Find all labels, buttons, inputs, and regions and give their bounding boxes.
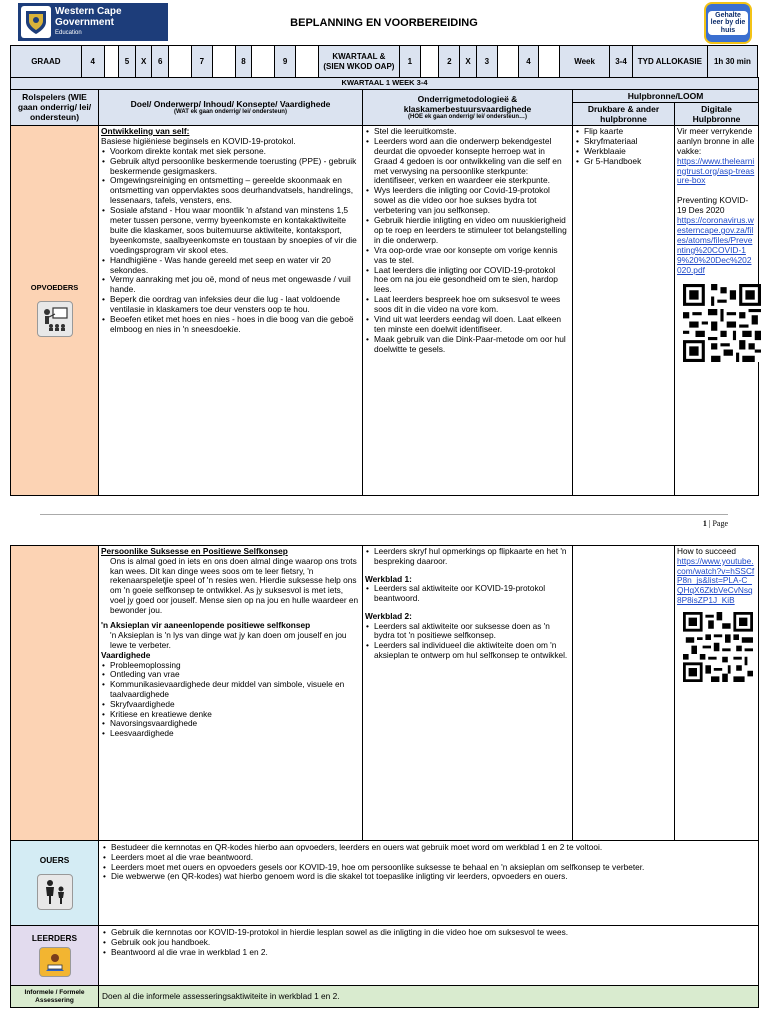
digi-intro: Vir meer verrykende aanlyn bronne in alle vakke:: [677, 125, 755, 156]
list-item: • Gebruik ook jou handboek.: [102, 938, 755, 948]
col-metodes: [363, 89, 573, 125]
role-opvoeders-continued: [11, 546, 99, 841]
list-item: • Werkblaaie: [575, 147, 672, 157]
druk-list: [575, 127, 672, 167]
p2-doel-para-1: Ons is almal goed in iets en ons doen almal dinge waarop ons trots kan wees. Dit kan dinge wees soos om te leer fietsry, 'n rekenaarspeletjie speel of 'n resies wen. Hierdie suksesse help ons om 'n goeie selfkonsep te ontwikkel. As jy suksesvol is met iets, voel jy goed oor jouself. Mense sien op na jou en hulle waardeer en bewonder jou.: [110, 555, 359, 615]
teacher-icon: [37, 301, 73, 337]
grade-7: 7: [191, 46, 212, 78]
opvoeders-druk-cell: [573, 125, 675, 495]
p2-digi-cell: [675, 546, 759, 841]
grade-5-mark: X: [135, 46, 152, 78]
list-item: • Leerders sal aktiwiteite oor suksesse doen as 'n bydra tot 'n positiewe selfkonsep.: [365, 622, 570, 642]
col-digitale: Digitale Hulpbronne: [675, 102, 759, 125]
term-2: 2: [439, 46, 460, 78]
list-item: • Kommunikasievaardighede deur middel van simbole, visuele en taalvaardighede: [101, 680, 360, 700]
assessering-cell: Doen al die informele assesseringsaktiwiteite in werkblad 1 en 2.: [99, 986, 759, 1008]
list-item: • Handhigiëne - Was hande gereeld met seep en water vir 20 sekondes.: [101, 256, 360, 276]
list-item: • Gebruik altyd persoonlike beskermende toerusting (PPE) - gebruik beskermende gesigmaskers.: [101, 157, 360, 177]
role-leerders: [11, 926, 99, 986]
p2-doel-title-2: 'n Aksieplan vir aaneenlopende positiewe selfkonsep: [101, 620, 311, 631]
learner-icon: [39, 947, 71, 977]
leerders-cell: [99, 926, 759, 986]
role-ouers: [11, 841, 99, 926]
p2-metode-cell: [363, 546, 573, 841]
grade-5: 5: [119, 46, 136, 78]
learning-trust-link[interactable]: https://www.thelearningtrust.org/asp-treasure-box: [677, 155, 755, 186]
page-number-value: 1: [702, 519, 707, 528]
grade-4: 4: [81, 46, 104, 78]
list-item: • Vra oop-orde vrae oor konsepte om vorige kennis vas te stel.: [365, 246, 570, 266]
org-line-2: Government: [55, 16, 114, 28]
metode-list: [365, 127, 570, 355]
list-item: • Wys leerders die inligting oor Covid-19-protokol sowel as die video oor hoe sukses bydra tot verbetering van jou selfkonsep.: [365, 186, 570, 216]
list-item: • Leerders moet al die vrae beantwoord.: [102, 853, 755, 863]
list-item: • Die webwerwe (en QR-kodes) wat hierbo genoem word is die skakel tot toepaslike inligting vir leerders, opvoeders en ouers.: [102, 872, 755, 882]
role-leerders-label: LEERDERS: [31, 933, 78, 944]
home-learning-badge-text: Gehalte leer by die huis: [708, 11, 748, 35]
grade-table: [10, 45, 758, 78]
page-1: [10, 0, 758, 528]
term-2-mark: X: [460, 46, 477, 78]
covid-pdf-link[interactable]: https://coronavirus.westerncape.gov.za/files/atoms/files/Preventing%20COVID-19%20%20Dec%202020.pdf: [677, 215, 754, 275]
list-item: • Sosiale afstand - Hou waar moontlik 'n afstand van minstens 1,5 meter tussen persone, vermy byeenkomste en kontakaktiwiteite buite die klaskamer, soos buitemuurse aktiwiteite, kontaksport, byeenkomste, saalbyeenkomste en toustaan by snoepies of vir die voedingsprogram vir skool etes.: [101, 206, 360, 256]
list-item: • Leerders moet met ouers en opvoeders gesels oor KOVID-19, hoe om persoonlike suksesse te behaal en 'n aksieplan om selfkonsep te verbeter.: [102, 863, 755, 873]
werkblad-1-title: Werkblad 1:: [365, 573, 412, 584]
list-item: • Leerders sal aktiwiteite oor KOVID-19-protokol beantwoord.: [365, 584, 570, 604]
werkblad-1-list: [365, 584, 570, 604]
col-hulp: Hulpbronne/LOOM: [573, 89, 759, 102]
werkblad-2-list: [365, 622, 570, 661]
term-bar: KWARTAAL 1 WEEK 3-4: [11, 78, 759, 90]
list-item: • Leerders skryf hul opmerkings op flipkaarte en het 'n bespreking daaroor.: [365, 547, 570, 567]
kwartaal-label: KWARTAAL & (SIEN WKOD OAP): [318, 46, 399, 78]
role-opvoeders-label: OPVOEDERS: [30, 282, 79, 292]
list-item: • Laat leerders bespreek hoe om suksesvol te wees soos dit in die video na vore kom.: [365, 295, 570, 315]
list-item: • Probleemoplossing: [101, 661, 360, 671]
list-item: • Maak gebruik van die Dink-Paar-metode om oor hul doelwitte te gesels.: [365, 335, 570, 355]
list-item: • Skryfvaardighede: [101, 700, 360, 710]
list-item: • Leerders sal individueel die aktiwiteite doen om 'n aksieplan te ontwerp om hul selfkonsep te ontwikkel.: [365, 641, 570, 661]
list-item: • Beperk die oordrag van infeksies deur die lug - laat voldoende ventilasie in klaskamers toe deur vensters oop te hou.: [101, 295, 360, 315]
page-number-label: Page: [712, 519, 728, 528]
parents-icon: [37, 874, 73, 910]
list-item: • Omgewingsreiniging en ontsmetting – gereelde skoonmaak en ontsmetting van oppervlaktes soos deurhandvatsels, handrelings, lessenaars, tafels, vensters, ens.: [101, 176, 360, 206]
list-item: • Beantwoord al die vrae in werkblad 1 en 2.: [102, 948, 755, 958]
qr-code-icon[interactable]: [683, 612, 753, 682]
grade-6: 6: [152, 46, 169, 78]
col-doel-sub: (WAT ek gaan onderrig/ lei/ ondersteun): [174, 108, 287, 115]
home-learning-badge: [704, 2, 752, 44]
term-4: 4: [518, 46, 539, 78]
opvoeders-digi-cell: [675, 125, 759, 495]
list-item: • Gr 5-Handboek: [575, 157, 672, 167]
list-item: • Vermy aanraking met jou oë, mond of neus met ongewasde / vuil hande.: [101, 275, 360, 295]
tyd-value: 1h 30 min: [707, 46, 757, 78]
grade-9: 9: [275, 46, 296, 78]
term-1: 1: [399, 46, 420, 78]
opvoeders-metode-cell: [363, 125, 573, 495]
list-item: • Vind uit wat leerders eendag wil doen. Laat elkeen ten minste een doelwit identifiseer.: [365, 315, 570, 335]
grade-8: 8: [235, 46, 252, 78]
list-item: • Laat leerders die inligting oor COVID-19-protokol hoe om na jou eie gesondheid om te sien, hardop lees.: [365, 266, 570, 296]
youtube-link[interactable]: https://www.youtube.com/watch?v=hSSCfP8n_js&list=PLA-C_QHqX6ZkbVeCvNsq8P8isZP1J_KiB: [677, 555, 755, 605]
ouers-list: [102, 843, 755, 882]
graad-label: GRAAD: [11, 46, 82, 78]
opvoeders-doel-cell: [99, 125, 363, 495]
plan-table-continued: [10, 545, 759, 1008]
col-doel: [99, 89, 363, 125]
page-number: 1 | Page: [702, 519, 728, 528]
leerders-list: [102, 928, 755, 957]
p2-druk-cell: [573, 546, 675, 841]
page-title: BEPLANNING EN VOORBEREIDING: [290, 17, 478, 29]
col-doel-title: Doel/ Onderwerp/ Inhoud/ Konsepte/ Vaardighede: [130, 98, 331, 109]
list-item: • Bestudeer die kernnotas en QR-kodes hierbo aan opvoeders, leerders en ouers wat gebruik moet word om werkblad 1 en 2 te voltooi.: [102, 843, 755, 853]
role-assessering: Informele / Formele Assessering: [11, 986, 99, 1008]
list-item: • Ontleding van vrae: [101, 670, 360, 680]
werkblad-2-title: Werkblad 2:: [365, 610, 412, 621]
week-value: 3-4: [610, 46, 633, 78]
term-3: 3: [476, 46, 497, 78]
tyd-label: TYD ALLOKASIE: [632, 46, 707, 78]
list-item: • Gebruik die kernnotas oor KOVID-19-protokol in hierdie lesplan sowel as die inligting in die video hoe om suksesvol te wees.: [102, 928, 755, 938]
list-item: • Leerders word aan die onderwerp bekendgestel deurdat die opvoeder konsepte herroep wat in Graad 4 gedoen is oor ontwikkeling van die self en met verwysing na persoonlike sterkpunte: identifiseer, verken en waardeer eie sterkpunte.: [365, 137, 570, 187]
list-item: • Stel die leeruitkomste.: [365, 127, 570, 137]
p2-doel-title-1: Persoonlike Suksesse en Positiewe Selfkonsep: [101, 546, 288, 556]
list-item: • Beoefen etiket met hoes en nies - hoes in die boog van die geboë elmboog en nies in 'n sneesdoekie.: [101, 315, 360, 335]
list-item: • Navorsingsvaardighede: [101, 719, 360, 729]
list-item: • Kritiese en kreatiewe denke: [101, 710, 360, 720]
list-item: • Gebruik hierdie inligting en video om nuuskierigheid op te roep en leerders te stimuleer tot belangstelling in die onderwerp.: [365, 216, 570, 246]
role-opvoeders: [11, 125, 99, 495]
p2-doel-para-2: 'n Aksieplan is 'n lys van dinge wat jy kan doen om jouself en jou lewe te verbeter.: [110, 630, 347, 651]
col-drukbare: Drukbare & ander hulpbronne: [573, 102, 675, 125]
list-item: • Flip kaarte: [575, 127, 672, 137]
vaardighede-list: [101, 661, 360, 739]
p2-vaardighede-title: Vaardighede: [101, 649, 151, 660]
week-label: Week: [560, 46, 610, 78]
ouers-cell: [99, 841, 759, 926]
doel-intro: Basiese higiëniese beginsels en KOVID-19-protokol.: [101, 135, 296, 146]
qr-code-icon[interactable]: [683, 284, 761, 362]
role-ouers-label: OUERS: [39, 855, 70, 866]
col-metodes-sub: (HOE ek gaan onderrig/ lei/ ondersteun…): [407, 113, 528, 120]
org-line-3: Education: [55, 30, 82, 37]
col-metodes-title: Onderrigmetodologieë & klaskamerbestuursvaardighede: [403, 93, 532, 114]
org-line-1: Western Cape: [55, 6, 122, 18]
p2-metode-list: [365, 547, 570, 567]
list-item: • Skryfmateriaal: [575, 137, 672, 147]
list-item: • Leesvaardighede: [101, 729, 360, 739]
plan-table: [10, 77, 759, 496]
page-separator: [40, 514, 728, 515]
doel-title: Ontwikkeling van self:: [101, 125, 190, 136]
page-2: [10, 545, 758, 1024]
doel-list: [101, 147, 360, 335]
p2-doel-cell: [99, 546, 363, 841]
col-rolspelers: Rolspelers (WIE gaan onderrig/ lei/ ondersteun): [11, 89, 99, 125]
list-item: • Voorkom direkte kontak met siek persone.: [101, 147, 360, 157]
digi-mid: Preventing KOVID-19 Des 2020: [677, 195, 749, 216]
p2-digi-title: How to succeed: [677, 546, 737, 556]
